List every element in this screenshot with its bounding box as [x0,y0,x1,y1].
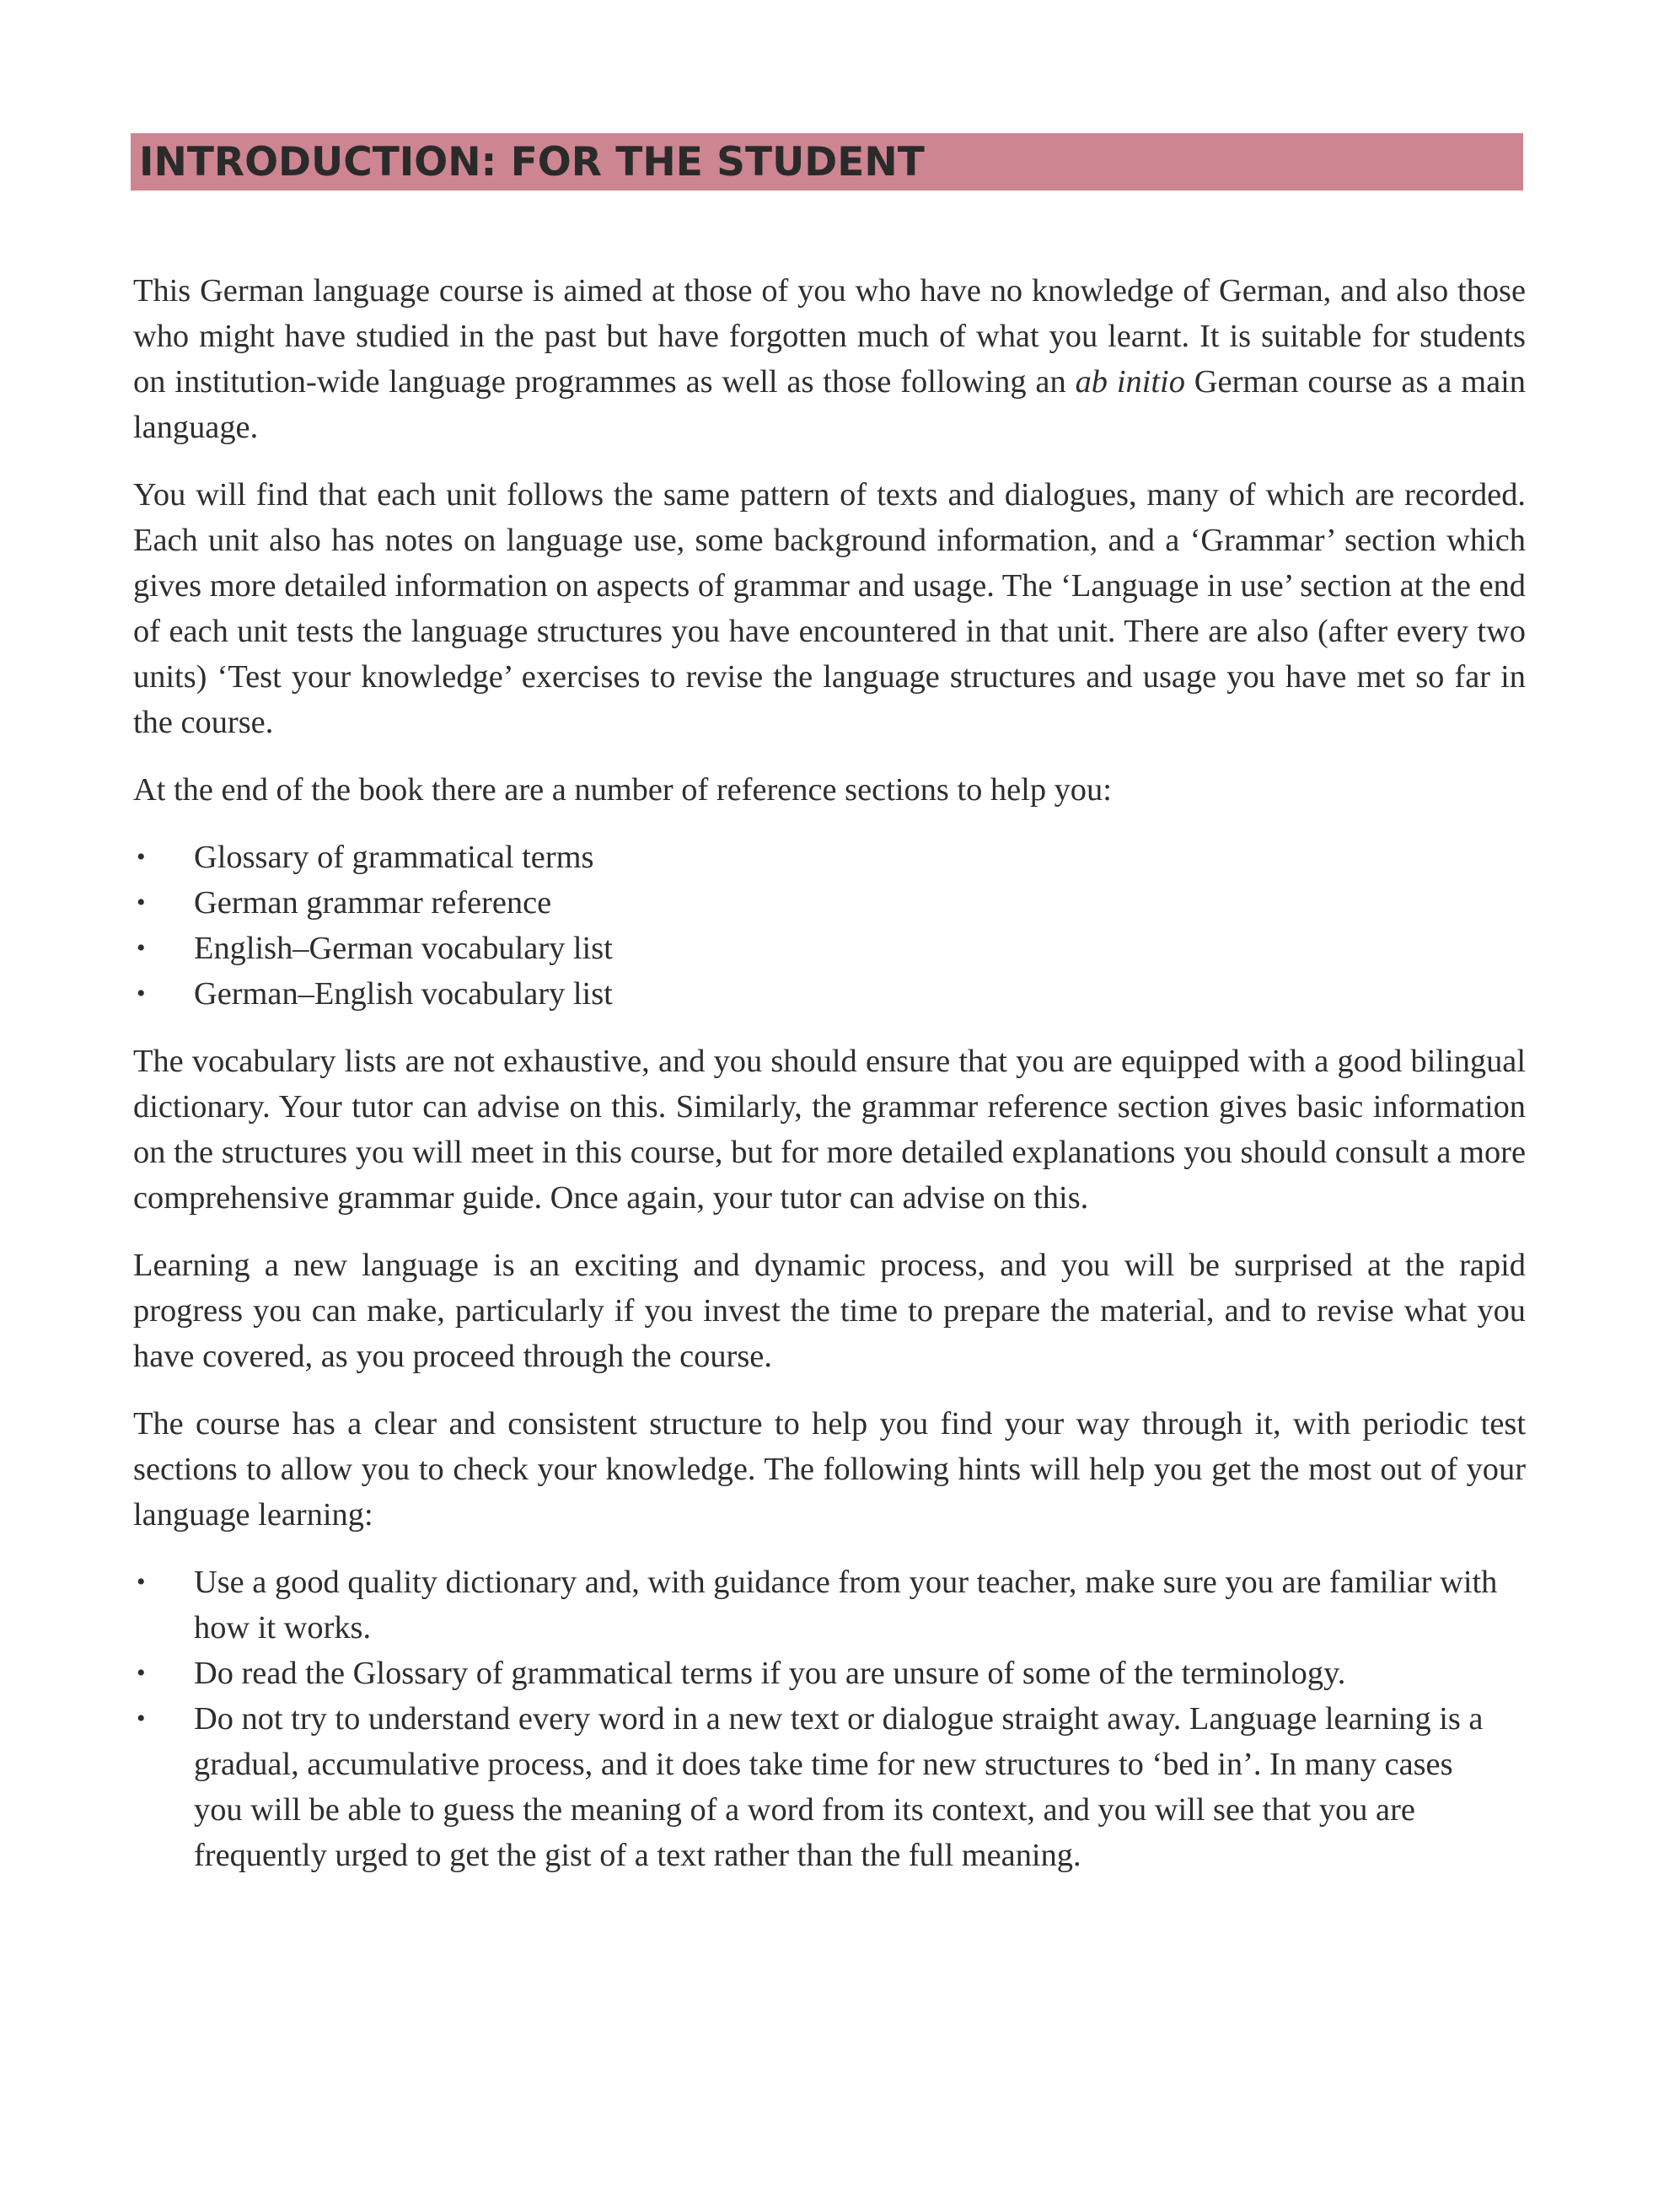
intro-text-after: German course as a main language. [133,364,1527,445]
list-item [133,926,1526,971]
intro-italic-term: ab initio [1075,364,1185,400]
list-item [133,1651,1526,1696]
list-item-text: Use a good quality dictionary and, with guidance from your teacher, make sure you are familiar with how it works. [194,1565,1498,1646]
bullet-icon: • [137,843,146,871]
list-item-text: Glossary of grammatical terms [194,840,594,875]
bullet-icon: • [137,1705,146,1732]
vocabulary-paragraph: The vocabulary lists are not exhaustive, and you should ensure that you are equipped with a good bilingual dictionary. Your tutor can advise on this. Similarly, the grammar reference section gives basic information on the structures you will meet in this course, but for more detailed explanations you should consult a more comprehensive grammar guide. Once again, your tutor can advise on this. [133,1044,1526,1216]
bullet-icon: • [137,980,146,1007]
reference-sections-paragraph: At the end of the book there are a number of reference sections to help you: [133,772,1112,808]
unit-structure-paragraph: You will find that each unit follows the same pattern of texts and dialogues, many of which are recorded. Each unit also has notes on language use, some background information, and a ‘Grammar’ section which gives more detailed information on aspects of grammar and usage. The ‘Language in use’ section at the end of each unit tests the language structures you have encountered in that unit. There are also (after every two units) ‘Test your knowledge’ exercises to revise the language structures and usage you have met so far in the course. [133,477,1526,740]
bullet-icon: • [137,1568,146,1596]
body-text [133,268,1526,1900]
list-item [133,880,1526,926]
list-item-text: Do not try to understand every word in a new text or dialogue straight away. Language learning is a gradual, accumulative process, and it does take time for new structures to ‘bed in’. In many cases you will be able to guess the meaning of a word from its context, and you will see that you are frequently urged to get the gist of a text rather than the full meaning. [194,1701,1484,1873]
hints-list [133,1560,1526,1878]
list-item [133,971,1526,1017]
section-heading-band [131,133,1523,191]
list-item-text: English–German vocabulary list [194,931,613,966]
bullet-icon: • [137,1659,146,1687]
learning-paragraph: Learning a new language is an exciting and dynamic process, and you will be surprised at the rapid progress you can make, particularly if you invest the time to prepare the material, and to revise what you have covered, as you proceed through the course. [133,1248,1526,1374]
bullet-icon: • [137,934,146,962]
bullet-icon: • [137,889,146,916]
list-item [133,835,1526,880]
intro-text-before: This German language course is aimed at those of you who have no knowledge of German, and also those who might have studied in the past but have forgotten much of what you learnt. It is suitable for students on institution-wide language programmes as well as those following an [133,273,1526,400]
intro-paragraph [133,268,1526,450]
list-item-text: German–English vocabulary list [194,976,613,1012]
list-item [133,1560,1526,1651]
page-title: INTRODUCTION: FOR THE STUDENT [139,138,925,185]
list-item [133,1696,1526,1878]
list-item-text: Do read the Glossary of grammatical terms if you are unsure of some of the terminology. [194,1656,1346,1691]
reference-list [133,835,1526,1017]
list-item-text: German grammar reference [194,885,552,921]
course-structure-paragraph: The course has a clear and consistent structure to help you find your way through it, with periodic test sections to allow you to check your knowledge. The following hints will help you get the most out of your language learning: [133,1406,1526,1533]
